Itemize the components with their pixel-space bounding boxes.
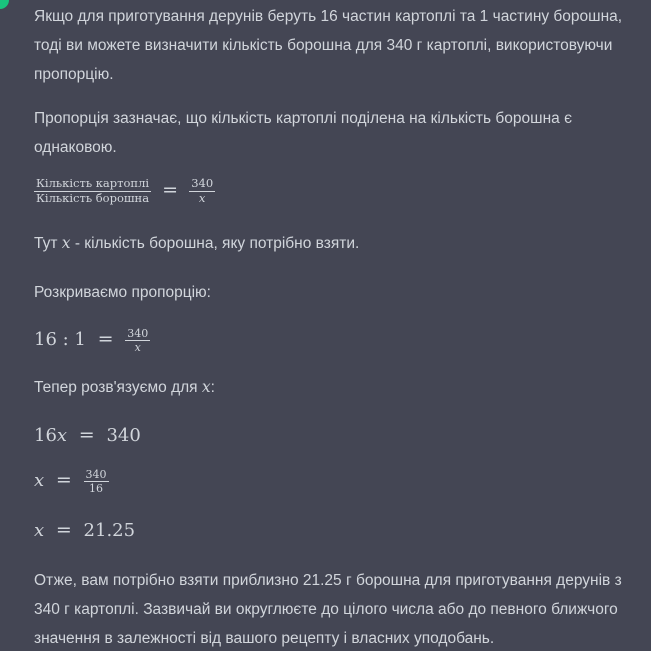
variable-x: x (34, 520, 45, 541)
equation-linear-right: 340 (106, 425, 141, 446)
assistant-avatar-icon (0, 0, 9, 9)
variable-x: x (61, 234, 71, 252)
equation-division (34, 468, 109, 494)
equation-linear-coefficient: 16 (34, 425, 57, 446)
variable-x: x (201, 378, 211, 396)
paragraph-variable-prefix: Тут (34, 235, 62, 252)
fraction-numerator: 340 (85, 467, 107, 481)
equals-sign: = (55, 519, 72, 541)
fraction-340-over-16 (84, 469, 109, 494)
variable-x: x (56, 425, 68, 446)
variable-x: x (34, 470, 45, 491)
equation-result-value: 21.25 (83, 520, 136, 541)
paragraph-intro: Якщо для приготування дерунів беруть 16 частин картоплі та 1 частину борошна, тоді ви можете визначити кількість борошна для 340 г картоплі, використовуючи пропорцію. (34, 8, 623, 83)
paragraph-expand: Розкриваємо пропорцію: (34, 284, 211, 301)
paragraph-variable-suffix: - кількість борошна, яку потрібно взяти. (70, 235, 360, 252)
fraction-denominator: x (134, 340, 141, 354)
paragraph-solve (34, 373, 215, 402)
equation-proportion (34, 327, 150, 353)
paragraph-conclusion: Отже, вам потрібно взяти приблизно 21.25 г борошна для приготування дерунів з 340 г картоплі. Зазвичай ви округлюєте до цілого числа або до певного ближчого значення в залежності від вашого рецепту і власних уподобань. (34, 572, 622, 647)
equation-result (34, 518, 135, 543)
fraction-right-denominator: x (198, 190, 206, 205)
paragraph-variable (34, 229, 359, 258)
fraction-left-numerator: Кількість картоплі (36, 176, 150, 190)
equation-proportion-left: 16 : 1 (34, 329, 86, 350)
fraction-340-over-x (125, 328, 150, 353)
fraction-numerator: 340 (127, 326, 149, 340)
paragraph-solve-suffix: : (210, 379, 215, 396)
paragraph-proportion: Пропорція зазначає, що кількість картоплі поділена на кількість борошна є однаковою. (34, 110, 572, 156)
fraction-denominator: 16 (89, 481, 104, 495)
fraction-left-denominator: Кількість борошна (36, 190, 150, 205)
paragraph-solve-prefix: Тепер розв'язуємо для (34, 379, 202, 396)
fraction-right-numerator: 340 (191, 176, 214, 190)
equals-sign: = (78, 424, 95, 446)
equation-ratio (34, 178, 215, 204)
fraction-right (189, 178, 215, 204)
equals-sign: = (162, 178, 179, 201)
equation-linear (34, 423, 141, 448)
equals-sign: = (97, 328, 114, 350)
fraction-left (34, 178, 151, 204)
equals-sign: = (55, 469, 72, 491)
